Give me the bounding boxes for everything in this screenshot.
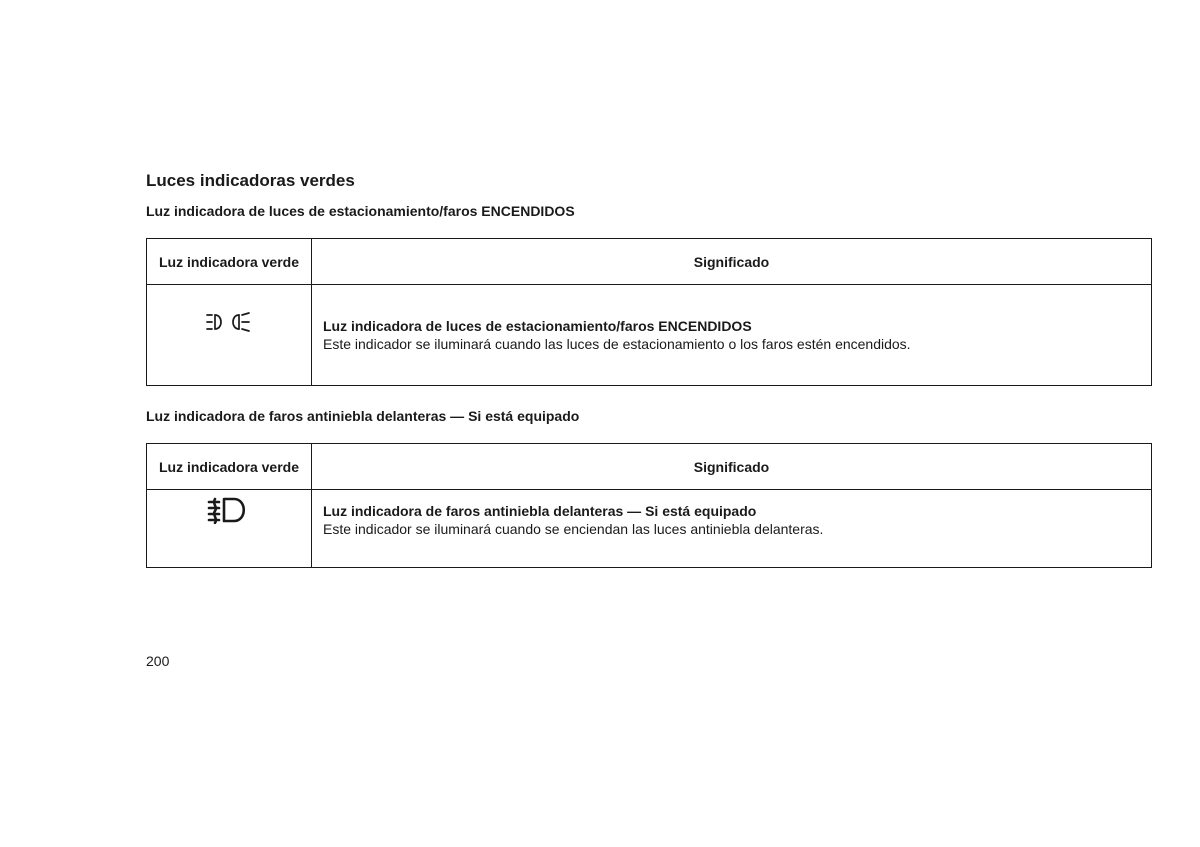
column-header-meaning: Significado xyxy=(312,239,1152,285)
indicator-description-cell xyxy=(312,490,1152,568)
table-header-row xyxy=(147,444,1152,490)
indicator-description: Este indicador se iluminará cuando se enciendan las luces antiniebla delanteras. xyxy=(323,521,824,537)
table-row xyxy=(147,285,1152,386)
indicator-icon-cell xyxy=(147,285,312,386)
column-header-indicator: Luz indicadora verde xyxy=(147,444,312,490)
indicator-title: Luz indicadora de luces de estacionamiento/faros ENCENDIDOS xyxy=(323,318,752,334)
table-row xyxy=(147,490,1152,568)
table-header-row xyxy=(147,239,1152,285)
column-header-indicator: Luz indicadora verde xyxy=(147,239,312,285)
parking-headlight-icon xyxy=(205,310,253,334)
front-fog-light-icon xyxy=(207,496,251,524)
section-heading-parking-lights: Luz indicadora de luces de estacionamiento/faros ENCENDIDOS xyxy=(146,203,575,219)
indicator-title: Luz indicadora de faros antiniebla delanteras — Si está equipado xyxy=(323,503,757,519)
indicator-table-fog-lights xyxy=(146,443,1152,568)
section-heading-fog-lights: Luz indicadora de faros antiniebla delanteras — Si está equipado xyxy=(146,408,580,424)
indicator-description: Este indicador se iluminará cuando las luces de estacionamiento o los faros estén encendidos. xyxy=(323,336,911,352)
column-header-meaning: Significado xyxy=(312,444,1152,490)
page-number: 200 xyxy=(146,653,170,669)
indicator-icon-cell xyxy=(147,490,312,568)
page-title: Luces indicadoras verdes xyxy=(146,171,355,190)
indicator-table-parking-lights xyxy=(146,238,1152,386)
indicator-description-cell xyxy=(312,285,1152,386)
